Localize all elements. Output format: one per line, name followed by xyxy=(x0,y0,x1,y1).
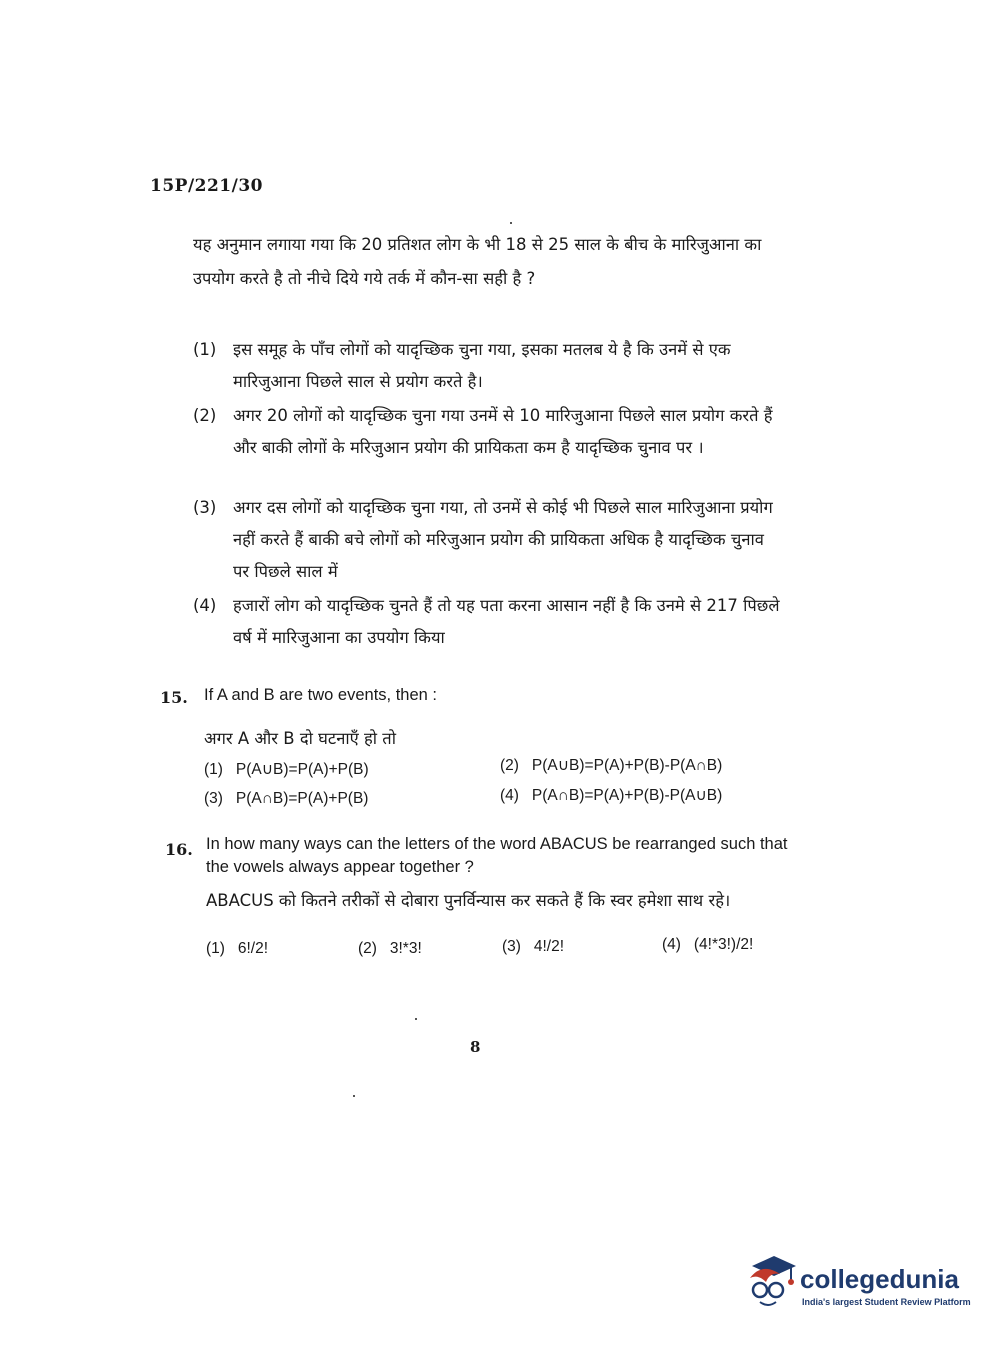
option-text: 4!/2! xyxy=(533,938,565,955)
q14-option-1 xyxy=(193,334,783,398)
q14-option-4 xyxy=(193,590,783,654)
option-number: (2) xyxy=(500,757,519,774)
option-number: (1) xyxy=(206,940,225,957)
q14-option-2 xyxy=(193,400,783,464)
option-number: (2) xyxy=(193,406,217,425)
option-text: अगर 20 लोगों को यादृच्छिक चुना गया उनमें से 10 मारिजुआना पिछले साल प्रयोग करते हैं और बाकी लोगों के मरिजुआन प्रयोग की प्रायिकता कम है यादृच्छिक चुनाव पर । xyxy=(233,406,773,457)
q16-option-4 xyxy=(662,936,753,954)
page-number: 8 xyxy=(470,1038,481,1056)
question-15-stem-hi: अगर A और B दो घटनाएँ हो तो xyxy=(204,729,396,748)
scan-speck xyxy=(353,1095,355,1097)
question-15-number: 15. xyxy=(160,688,188,707)
q16-option-3 xyxy=(502,938,564,956)
option-text: 3!*3! xyxy=(389,940,422,957)
option-number: (3) xyxy=(193,498,217,517)
option-number: (2) xyxy=(358,940,377,957)
option-number: (1) xyxy=(193,340,217,359)
option-text: अगर दस लोगों को यादृच्छिक चुना गया, तो उनमें से कोई भी पिछले साल मारिजुआना प्रयोग नहीं करते हैं बाकी बचे लोगों को मरिजुआन प्रयोग की प्रायिकता अधिक है यादृच्छिक चुनाव पर पिछले साल में xyxy=(233,498,773,581)
brand-tagline: India's largest Student Review Platform xyxy=(802,1297,971,1307)
option-number: (1) xyxy=(204,761,223,778)
question-14-stem: यह अनुमान लगाया गया कि 20 प्रतिशत लोग के भी 18 से 25 साल के बीच के मारिजुआना का उपयोग करते है तो नीचे दिये गये तर्क में कौन-सा सही है ? xyxy=(193,235,762,288)
scan-speck xyxy=(510,222,512,224)
option-number: (3) xyxy=(204,790,223,807)
q15-option-4 xyxy=(500,786,722,805)
option-text: P(A∪B)=P(A)+P(B) xyxy=(235,761,369,778)
q14-option-3 xyxy=(193,492,783,588)
collegedunia-logo xyxy=(740,1252,800,1312)
question-15-stem-en: If A and B are two events, then : xyxy=(204,686,437,704)
option-text: (4!*3!)/2! xyxy=(693,936,754,953)
option-text: P(A∪B)=P(A)+P(B)-P(A∩B) xyxy=(531,757,723,774)
option-text: इस समूह के पाँच लोगों को यादृच्छिक चुना गया, इसका मतलब ये है कि उनमें से एक मारिजुआना पिछले साल से प्रयोग करते है। xyxy=(233,340,731,391)
q15-option-2 xyxy=(500,756,722,775)
option-number: (4) xyxy=(662,936,681,953)
option-number: (4) xyxy=(193,596,217,615)
question-16-stem-en: In how many ways can the letters of the word ABACUS be rearranged such that the vowels always appear together ? xyxy=(206,835,788,876)
option-text: P(A∩B)=P(A)+P(B) xyxy=(235,790,369,807)
question-16-stem-hi: ABACUS को कितने तरीकों से दोबारा पुनर्विन्यास कर सकते हैं कि स्वर हमेशा साथ रहे। xyxy=(206,891,731,910)
brand-name: collegedunia xyxy=(800,1264,959,1294)
paper-code: 15P/221/30 xyxy=(150,176,264,196)
q16-option-2 xyxy=(358,940,422,958)
q15-option-1 xyxy=(204,760,369,779)
q15-option-3 xyxy=(204,790,368,808)
option-number: (3) xyxy=(502,938,521,955)
option-text: 6!/2! xyxy=(237,940,269,957)
q16-option-1 xyxy=(206,940,268,958)
question-16-number: 16. xyxy=(165,840,193,859)
scan-speck xyxy=(415,1018,417,1020)
option-text: P(A∩B)=P(A)+P(B)-P(A∪B) xyxy=(531,787,723,804)
mascot-icon xyxy=(740,1252,800,1312)
option-number: (4) xyxy=(500,787,519,804)
option-text: हजारों लोग को यादृच्छिक चुनते हैं तो यह पता करना आसान नहीं है कि उनमे से 217 पिछले वर्ष में मारिजुआना का उपयोग किया xyxy=(233,596,780,647)
